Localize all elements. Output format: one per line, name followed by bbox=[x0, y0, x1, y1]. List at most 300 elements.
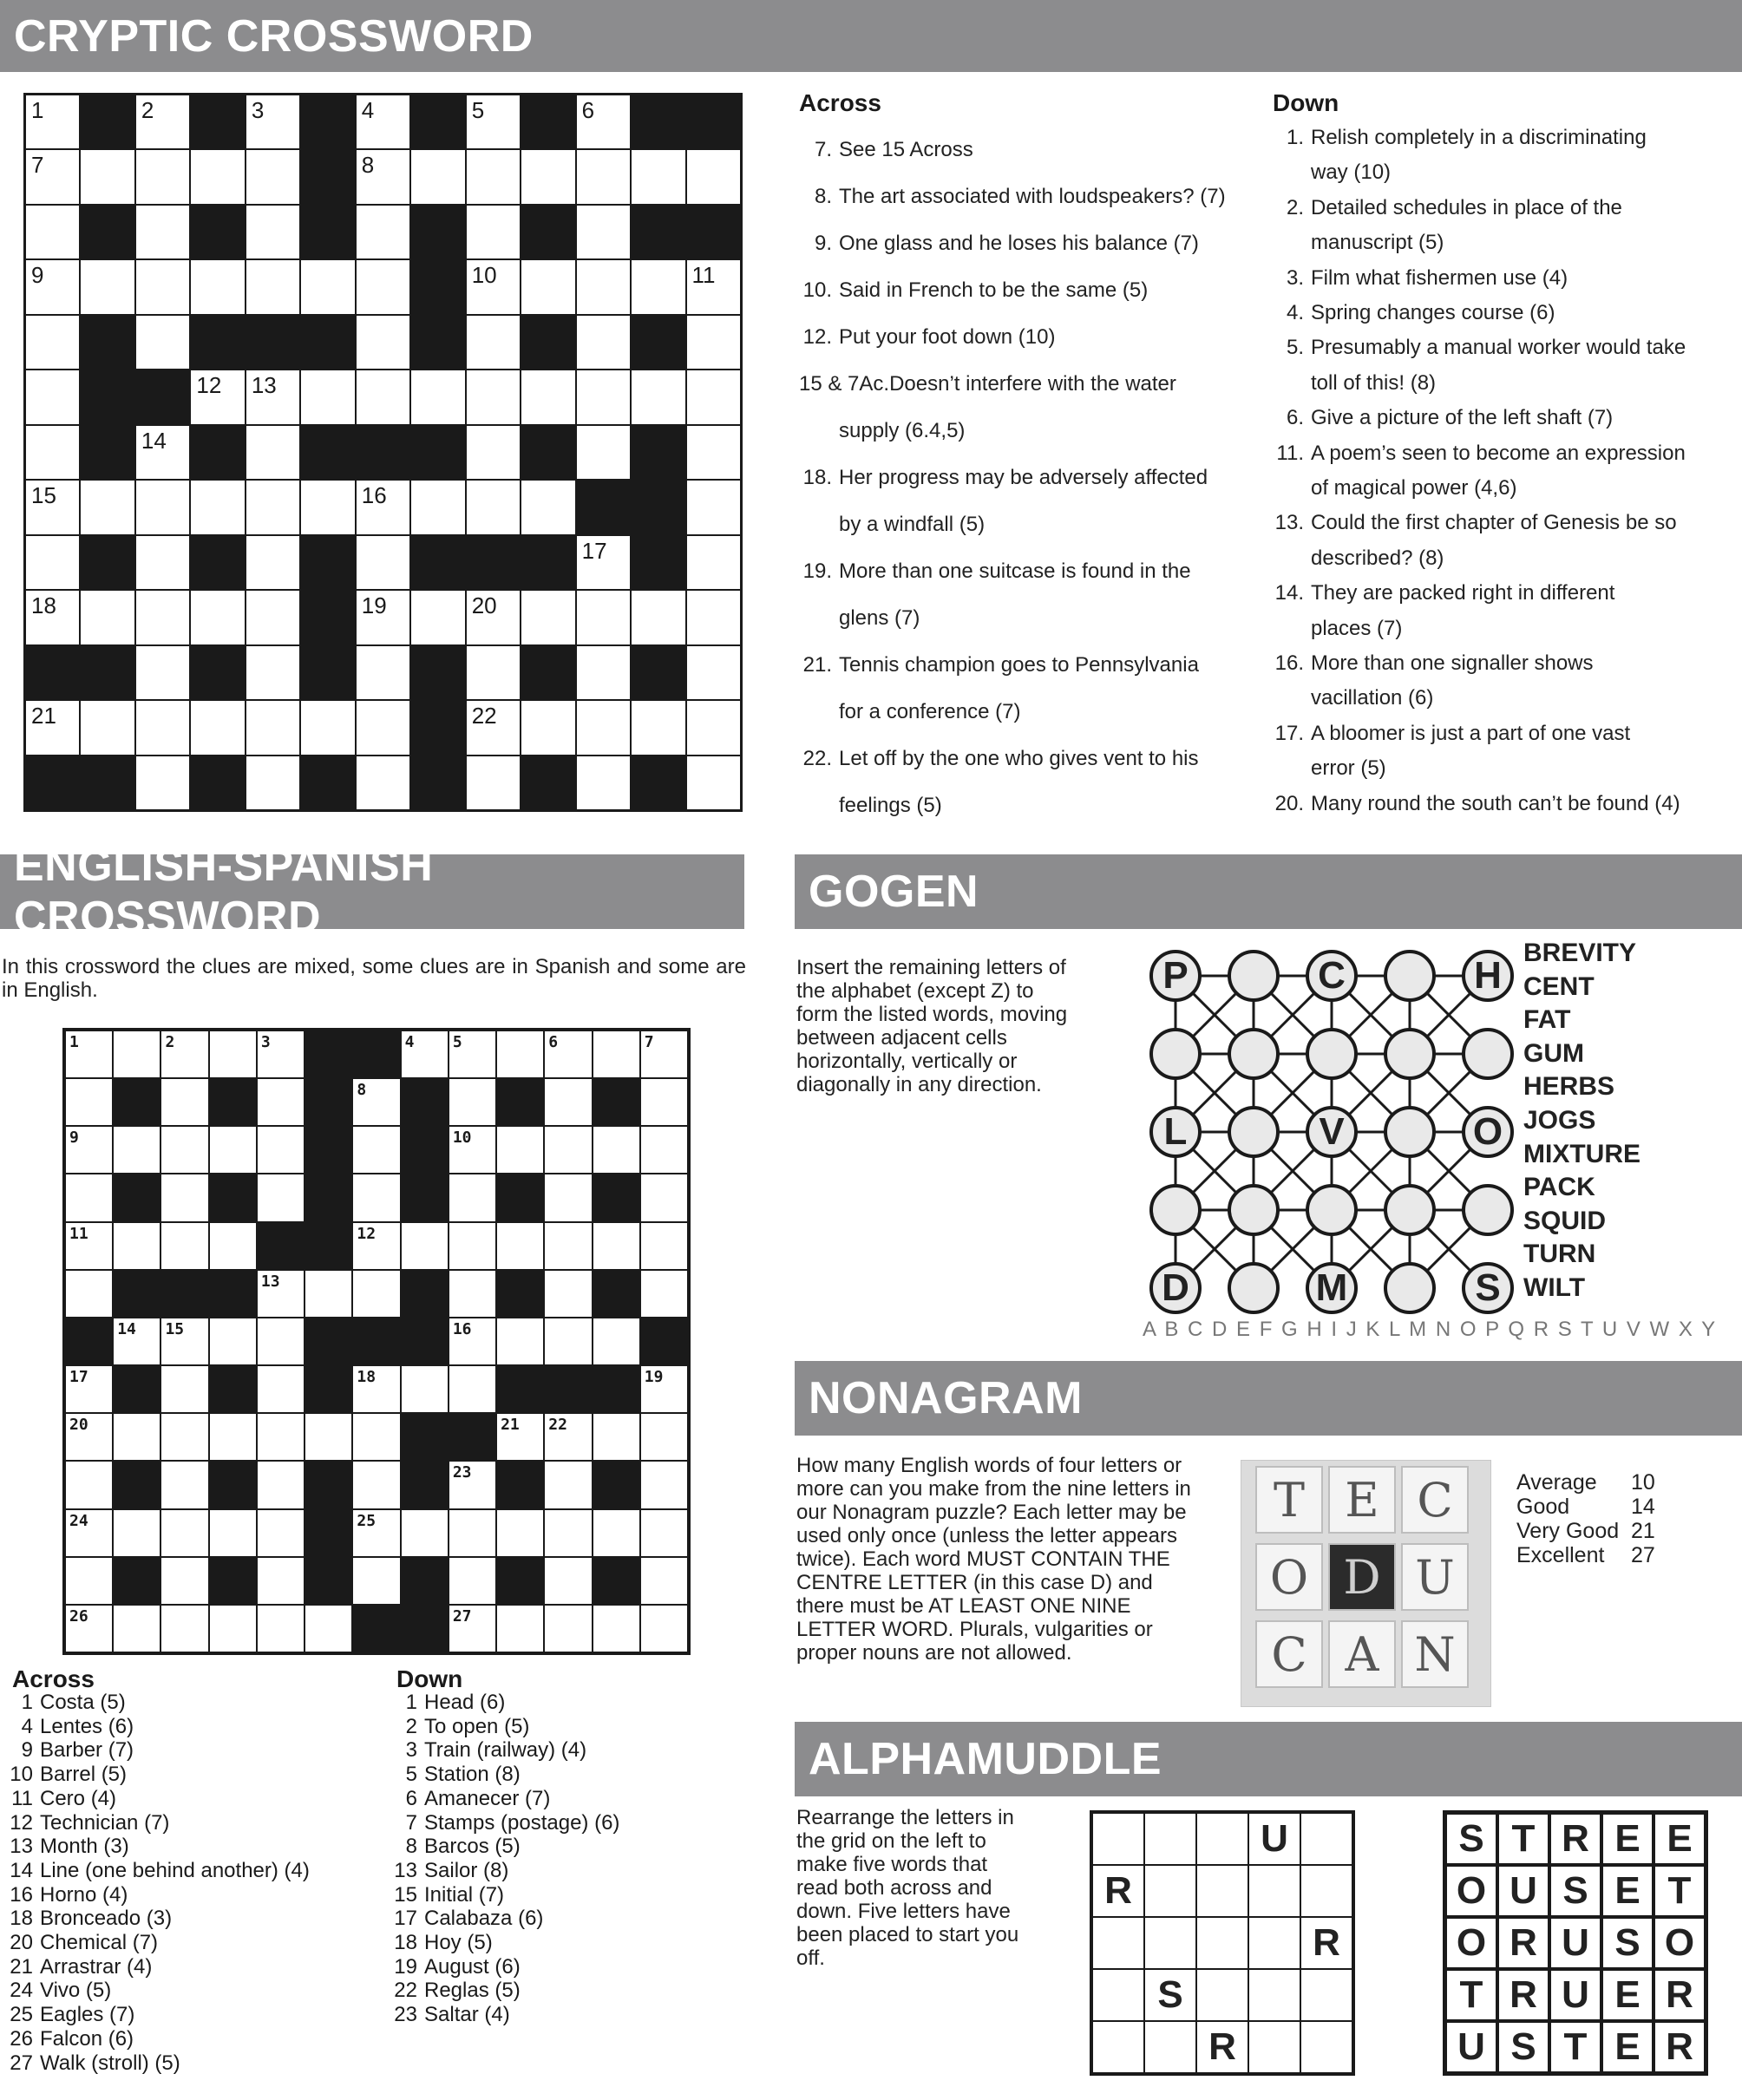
alphamuddle-empty-cell[interactable] bbox=[1092, 1813, 1144, 1865]
cryptic-white-square[interactable] bbox=[632, 370, 684, 423]
spanish-white-square[interactable] bbox=[258, 1079, 304, 1125]
cryptic-white-square[interactable] bbox=[81, 701, 134, 754]
cryptic-clue-number: 8 bbox=[361, 152, 375, 179]
spanish-white-square[interactable] bbox=[497, 1510, 543, 1556]
spanish-white-square[interactable] bbox=[449, 1174, 495, 1220]
spanish-white-square[interactable] bbox=[497, 1031, 543, 1077]
spanish-white-square[interactable] bbox=[161, 1079, 207, 1125]
cryptic-white-square[interactable] bbox=[246, 150, 299, 203]
spanish-white-square[interactable] bbox=[161, 1462, 207, 1508]
spanish-white-square[interactable] bbox=[114, 1127, 160, 1173]
cryptic-white-square[interactable] bbox=[357, 591, 409, 644]
spanish-white-square[interactable] bbox=[114, 1414, 160, 1460]
spanish-white-square[interactable] bbox=[161, 1127, 207, 1173]
clue-number: 18 bbox=[394, 1931, 417, 1954]
spanish-white-square[interactable] bbox=[161, 1174, 207, 1220]
spanish-white-square[interactable] bbox=[258, 1271, 304, 1317]
cryptic-white-square[interactable] bbox=[467, 646, 520, 699]
spanish-white-square[interactable] bbox=[497, 1223, 543, 1269]
cryptic-white-square[interactable] bbox=[136, 536, 189, 589]
spanish-white-square[interactable] bbox=[210, 1606, 256, 1652]
spanish-white-square[interactable] bbox=[353, 1223, 399, 1269]
clue-text: Tennis champion goes to Pennsylvania bbox=[839, 653, 1199, 677]
cryptic-white-square[interactable] bbox=[521, 701, 574, 754]
cryptic-white-square[interactable] bbox=[687, 150, 740, 203]
cryptic-white-square[interactable] bbox=[136, 481, 189, 533]
spanish-white-square[interactable] bbox=[593, 1606, 639, 1652]
alphamuddle-empty-cell[interactable] bbox=[1300, 1865, 1352, 1917]
cryptic-across-clue-line bbox=[799, 795, 942, 816]
cryptic-white-square[interactable] bbox=[577, 95, 630, 148]
clue-text: The art associated with loudspeakers? (7) bbox=[839, 185, 1226, 208]
spanish-white-square[interactable] bbox=[449, 1366, 495, 1412]
alphamuddle-empty-cell[interactable] bbox=[1092, 2021, 1144, 2073]
cryptic-white-square[interactable] bbox=[81, 591, 134, 644]
gogen-empty-cell[interactable] bbox=[1384, 1028, 1436, 1080]
spanish-white-square[interactable] bbox=[641, 1414, 687, 1460]
spanish-white-square[interactable] bbox=[497, 1606, 543, 1652]
cryptic-white-square[interactable] bbox=[136, 426, 189, 479]
alphamuddle-empty-cell[interactable] bbox=[1196, 1969, 1248, 2021]
spanish-white-square[interactable] bbox=[641, 1462, 687, 1508]
spanish-white-square[interactable] bbox=[593, 1031, 639, 1077]
spanish-white-square[interactable] bbox=[353, 1510, 399, 1556]
spanish-white-square[interactable] bbox=[641, 1079, 687, 1125]
cryptic-white-square[interactable] bbox=[687, 756, 740, 809]
spanish-white-square[interactable] bbox=[66, 1414, 112, 1460]
alphamuddle-empty-cell[interactable] bbox=[1144, 1813, 1196, 1865]
spanish-white-square[interactable] bbox=[641, 1031, 687, 1077]
cryptic-white-square[interactable] bbox=[136, 316, 189, 369]
alphamuddle-empty-cell[interactable] bbox=[1196, 1865, 1248, 1917]
alphamuddle-title: ALPHAMUDDLE bbox=[809, 1734, 1162, 1784]
cryptic-white-square[interactable] bbox=[246, 95, 299, 148]
spanish-white-square[interactable] bbox=[449, 1462, 495, 1508]
spanish-white-square[interactable] bbox=[641, 1271, 687, 1317]
spanish-white-square[interactable] bbox=[402, 1031, 448, 1077]
cryptic-black-square bbox=[191, 646, 244, 699]
cryptic-white-square[interactable] bbox=[191, 370, 244, 423]
spanish-black-square bbox=[497, 1558, 543, 1604]
cryptic-white-square[interactable] bbox=[467, 206, 520, 258]
cryptic-white-square[interactable] bbox=[26, 426, 79, 479]
cryptic-white-square[interactable] bbox=[26, 591, 79, 644]
cryptic-white-square[interactable] bbox=[357, 701, 409, 754]
spanish-white-square[interactable] bbox=[593, 1510, 639, 1556]
cryptic-white-square[interactable] bbox=[577, 701, 630, 754]
nonagram-letter: N bbox=[1401, 1620, 1469, 1688]
clue-number: 15 bbox=[394, 1882, 417, 1907]
cryptic-white-square[interactable] bbox=[577, 591, 630, 644]
spanish-white-square[interactable] bbox=[545, 1079, 591, 1125]
cryptic-down-clue-line bbox=[1271, 478, 1516, 499]
spanish-white-square[interactable] bbox=[161, 1414, 207, 1460]
cryptic-white-square[interactable] bbox=[632, 701, 684, 754]
clue-number: 7. bbox=[814, 138, 832, 161]
cryptic-white-square[interactable] bbox=[246, 481, 299, 533]
cryptic-white-square[interactable] bbox=[411, 481, 464, 533]
cryptic-white-square[interactable] bbox=[301, 701, 354, 754]
spanish-white-square[interactable] bbox=[593, 1127, 639, 1173]
cryptic-white-square[interactable] bbox=[632, 591, 684, 644]
spanish-white-square[interactable] bbox=[258, 1462, 304, 1508]
cryptic-white-square[interactable] bbox=[26, 150, 79, 203]
spanish-white-square[interactable] bbox=[449, 1223, 495, 1269]
cryptic-white-square[interactable] bbox=[521, 591, 574, 644]
clue-number: 12. bbox=[802, 325, 832, 349]
spanish-white-square[interactable] bbox=[497, 1318, 543, 1364]
spanish-white-square[interactable] bbox=[497, 1127, 543, 1173]
spanish-white-square[interactable] bbox=[66, 1510, 112, 1556]
cryptic-white-square[interactable] bbox=[26, 206, 79, 258]
spanish-white-square[interactable] bbox=[161, 1031, 207, 1077]
spanish-white-square[interactable] bbox=[258, 1031, 304, 1077]
cryptic-white-square[interactable] bbox=[687, 260, 740, 313]
spanish-white-square[interactable] bbox=[258, 1414, 304, 1460]
gogen-empty-cell[interactable] bbox=[1228, 1028, 1280, 1080]
spanish-white-square[interactable] bbox=[66, 1031, 112, 1077]
cryptic-white-square[interactable] bbox=[301, 370, 354, 423]
cryptic-white-square[interactable] bbox=[521, 370, 574, 423]
spanish-white-square[interactable] bbox=[161, 1558, 207, 1604]
spanish-white-square[interactable] bbox=[66, 1223, 112, 1269]
cryptic-white-square[interactable] bbox=[411, 370, 464, 423]
cryptic-clue-number: 22 bbox=[471, 703, 497, 729]
spanish-white-square[interactable] bbox=[305, 1271, 351, 1317]
gogen-empty-cell[interactable] bbox=[1149, 1184, 1202, 1236]
cryptic-white-square[interactable] bbox=[687, 701, 740, 754]
spanish-white-square[interactable] bbox=[545, 1223, 591, 1269]
spanish-white-square[interactable] bbox=[305, 1414, 351, 1460]
alphamuddle-empty-cell[interactable] bbox=[1144, 1917, 1196, 1969]
cryptic-white-square[interactable] bbox=[26, 316, 79, 369]
spanish-white-square[interactable] bbox=[449, 1606, 495, 1652]
cryptic-white-square[interactable] bbox=[687, 481, 740, 533]
spanish-white-square[interactable] bbox=[449, 1510, 495, 1556]
gogen-empty-cell[interactable] bbox=[1384, 1262, 1436, 1314]
alphamuddle-empty-cell[interactable] bbox=[1248, 2021, 1300, 2073]
gogen-empty-cell[interactable] bbox=[1228, 1106, 1280, 1158]
spanish-white-square[interactable] bbox=[353, 1366, 399, 1412]
cryptic-white-square[interactable] bbox=[246, 206, 299, 258]
spanish-white-square[interactable] bbox=[66, 1127, 112, 1173]
spanish-white-square[interactable] bbox=[641, 1174, 687, 1220]
spanish-white-square[interactable] bbox=[641, 1606, 687, 1652]
cryptic-white-square[interactable] bbox=[26, 260, 79, 313]
cryptic-white-square[interactable] bbox=[357, 316, 409, 369]
spanish-white-square[interactable] bbox=[641, 1366, 687, 1412]
spanish-white-square[interactable] bbox=[353, 1558, 399, 1604]
cryptic-white-square[interactable] bbox=[577, 646, 630, 699]
cryptic-white-square[interactable] bbox=[411, 150, 464, 203]
spanish-white-square[interactable] bbox=[545, 1606, 591, 1652]
clue-text: Line (one behind another) (4) bbox=[40, 1858, 310, 1882]
spanish-white-square[interactable] bbox=[641, 1223, 687, 1269]
cryptic-white-square[interactable] bbox=[191, 701, 244, 754]
cryptic-white-square[interactable] bbox=[357, 206, 409, 258]
cryptic-white-square[interactable] bbox=[467, 426, 520, 479]
gogen-empty-cell[interactable] bbox=[1306, 1028, 1358, 1080]
cryptic-white-square[interactable] bbox=[246, 756, 299, 809]
spanish-white-square[interactable] bbox=[545, 1510, 591, 1556]
spanish-white-square[interactable] bbox=[497, 1414, 543, 1460]
spanish-white-square[interactable] bbox=[114, 1031, 160, 1077]
spanish-white-square[interactable] bbox=[402, 1510, 448, 1556]
cryptic-white-square[interactable] bbox=[687, 370, 740, 423]
spanish-white-square[interactable] bbox=[545, 1031, 591, 1077]
cryptic-white-square[interactable] bbox=[246, 646, 299, 699]
spanish-black-square bbox=[497, 1079, 543, 1125]
alphamuddle-empty-cell[interactable] bbox=[1300, 1813, 1352, 1865]
spanish-white-square[interactable] bbox=[210, 1127, 256, 1173]
cryptic-white-square[interactable] bbox=[411, 591, 464, 644]
cryptic-white-square[interactable] bbox=[26, 701, 79, 754]
spanish-white-square[interactable] bbox=[402, 1366, 448, 1412]
cryptic-white-square[interactable] bbox=[467, 370, 520, 423]
spanish-white-square[interactable] bbox=[593, 1414, 639, 1460]
cryptic-white-square[interactable] bbox=[521, 260, 574, 313]
spanish-white-square[interactable] bbox=[641, 1127, 687, 1173]
spanish-white-square[interactable] bbox=[593, 1318, 639, 1364]
spanish-white-square[interactable] bbox=[641, 1558, 687, 1604]
cryptic-white-square[interactable] bbox=[136, 260, 189, 313]
spanish-white-square[interactable] bbox=[449, 1318, 495, 1364]
cryptic-white-square[interactable] bbox=[577, 206, 630, 258]
cryptic-white-square[interactable] bbox=[301, 260, 354, 313]
cryptic-white-square[interactable] bbox=[136, 206, 189, 258]
spanish-white-square[interactable] bbox=[161, 1318, 207, 1364]
spanish-black-square bbox=[449, 1414, 495, 1460]
spanish-white-square[interactable] bbox=[449, 1271, 495, 1317]
spanish-white-square[interactable] bbox=[258, 1174, 304, 1220]
cryptic-white-square[interactable] bbox=[577, 260, 630, 313]
cryptic-white-square[interactable] bbox=[577, 370, 630, 423]
cryptic-white-square[interactable] bbox=[467, 701, 520, 754]
spanish-white-square[interactable] bbox=[66, 1606, 112, 1652]
spanish-white-square[interactable] bbox=[258, 1127, 304, 1173]
spanish-white-square[interactable] bbox=[641, 1510, 687, 1556]
cryptic-clue-number: 2 bbox=[141, 97, 154, 123]
cryptic-white-square[interactable] bbox=[81, 481, 134, 533]
spanish-white-square[interactable] bbox=[545, 1271, 591, 1317]
spanish-white-square[interactable] bbox=[449, 1127, 495, 1173]
spanish-white-square[interactable] bbox=[545, 1127, 591, 1173]
cryptic-white-square[interactable] bbox=[357, 150, 409, 203]
gogen-empty-cell[interactable] bbox=[1228, 1262, 1280, 1314]
spanish-white-square[interactable] bbox=[210, 1318, 256, 1364]
cryptic-white-square[interactable] bbox=[136, 646, 189, 699]
alphamuddle-letter-cell: R bbox=[1092, 1865, 1144, 1917]
spanish-white-square[interactable] bbox=[210, 1223, 256, 1269]
cryptic-white-square[interactable] bbox=[467, 591, 520, 644]
spanish-white-square[interactable] bbox=[161, 1366, 207, 1412]
spanish-white-square[interactable] bbox=[210, 1031, 256, 1077]
alphamuddle-empty-cell[interactable] bbox=[1248, 1865, 1300, 1917]
spanish-white-square[interactable] bbox=[210, 1510, 256, 1556]
cryptic-white-square[interactable] bbox=[577, 756, 630, 809]
spanish-white-square[interactable] bbox=[66, 1558, 112, 1604]
spanish-white-square[interactable] bbox=[258, 1366, 304, 1412]
cryptic-white-square[interactable] bbox=[246, 426, 299, 479]
cryptic-white-square[interactable] bbox=[26, 481, 79, 533]
spanish-clue-number: 1 bbox=[69, 1033, 79, 1051]
spanish-white-square[interactable] bbox=[258, 1510, 304, 1556]
spanish-white-square[interactable] bbox=[353, 1079, 399, 1125]
spanish-white-square[interactable] bbox=[114, 1223, 160, 1269]
spanish-white-square[interactable] bbox=[305, 1606, 351, 1652]
cryptic-white-square[interactable] bbox=[357, 370, 409, 423]
cryptic-white-square[interactable] bbox=[467, 316, 520, 369]
cryptic-white-square[interactable] bbox=[467, 150, 520, 203]
cryptic-white-square[interactable] bbox=[26, 370, 79, 423]
spanish-white-square[interactable] bbox=[353, 1174, 399, 1220]
spanish-white-square[interactable] bbox=[114, 1606, 160, 1652]
spanish-across-clue-line bbox=[2, 1954, 153, 1979]
spanish-white-square[interactable] bbox=[161, 1223, 207, 1269]
cryptic-white-square[interactable] bbox=[246, 536, 299, 589]
spanish-white-square[interactable] bbox=[353, 1414, 399, 1460]
clue-number: 1 bbox=[405, 1691, 417, 1714]
spanish-white-square[interactable] bbox=[161, 1606, 207, 1652]
alphamuddle-empty-cell[interactable] bbox=[1092, 1917, 1144, 1969]
cryptic-black-square bbox=[301, 646, 354, 699]
clue-text: Vivo (5) bbox=[40, 1979, 112, 2003]
cryptic-white-square[interactable] bbox=[467, 481, 520, 533]
cryptic-white-square[interactable] bbox=[467, 756, 520, 809]
cryptic-white-square[interactable] bbox=[357, 756, 409, 809]
cryptic-white-square[interactable] bbox=[687, 536, 740, 589]
spanish-white-square[interactable] bbox=[258, 1606, 304, 1652]
gogen-empty-cell[interactable] bbox=[1228, 1184, 1280, 1236]
alphamuddle-empty-cell[interactable] bbox=[1248, 1969, 1300, 2021]
spanish-white-square[interactable] bbox=[545, 1558, 591, 1604]
spanish-white-square[interactable] bbox=[114, 1318, 160, 1364]
cryptic-white-square[interactable] bbox=[687, 646, 740, 699]
cryptic-white-square[interactable] bbox=[577, 426, 630, 479]
cryptic-black-square bbox=[411, 316, 464, 369]
spanish-white-square[interactable] bbox=[449, 1031, 495, 1077]
cryptic-white-square[interactable] bbox=[191, 591, 244, 644]
cryptic-black-square bbox=[81, 95, 134, 148]
gogen-empty-cell[interactable] bbox=[1462, 1028, 1514, 1080]
cryptic-white-square[interactable] bbox=[687, 426, 740, 479]
cryptic-white-square[interactable] bbox=[26, 95, 79, 148]
gogen-empty-cell[interactable] bbox=[1384, 1184, 1436, 1236]
gogen-empty-cell[interactable] bbox=[1228, 950, 1280, 1002]
cryptic-white-square[interactable] bbox=[301, 481, 354, 533]
cryptic-white-square[interactable] bbox=[191, 260, 244, 313]
spanish-white-square[interactable] bbox=[545, 1174, 591, 1220]
cryptic-clue-number: 16 bbox=[361, 482, 387, 509]
spanish-white-square[interactable] bbox=[66, 1462, 112, 1508]
gogen-empty-cell[interactable] bbox=[1384, 1106, 1436, 1158]
alphamuddle-empty-cell[interactable] bbox=[1248, 1917, 1300, 1969]
alphamuddle-empty-cell[interactable] bbox=[1300, 1969, 1352, 2021]
alphamuddle-empty-cell[interactable] bbox=[1144, 2021, 1196, 2073]
gogen-empty-cell[interactable] bbox=[1384, 950, 1436, 1002]
spanish-white-square[interactable] bbox=[593, 1223, 639, 1269]
cryptic-clue-number: 18 bbox=[31, 592, 56, 619]
cryptic-white-square[interactable] bbox=[467, 260, 520, 313]
cryptic-white-square[interactable] bbox=[577, 316, 630, 369]
spanish-white-square[interactable] bbox=[210, 1414, 256, 1460]
clue-number: 13. bbox=[1274, 511, 1304, 535]
spanish-white-square[interactable] bbox=[66, 1271, 112, 1317]
cryptic-white-square[interactable] bbox=[521, 481, 574, 533]
spanish-white-square[interactable] bbox=[258, 1318, 304, 1364]
alphamuddle-empty-cell[interactable] bbox=[1300, 2021, 1352, 2073]
alphamuddle-empty-cell[interactable] bbox=[1092, 1969, 1144, 2021]
alphamuddle-empty-cell[interactable] bbox=[1196, 1917, 1248, 1969]
cryptic-white-square[interactable] bbox=[26, 536, 79, 589]
cryptic-white-square[interactable] bbox=[467, 95, 520, 148]
spanish-white-square[interactable] bbox=[402, 1223, 448, 1269]
cryptic-white-square[interactable] bbox=[632, 150, 684, 203]
spanish-white-square[interactable] bbox=[449, 1558, 495, 1604]
spanish-clue-number: 10 bbox=[452, 1129, 472, 1148]
spanish-white-square[interactable] bbox=[353, 1271, 399, 1317]
cryptic-white-square[interactable] bbox=[81, 260, 134, 313]
clue-text: Presumably a manual worker would take bbox=[1311, 336, 1686, 360]
cryptic-white-square[interactable] bbox=[357, 536, 409, 589]
cryptic-white-square[interactable] bbox=[246, 701, 299, 754]
cryptic-white-square[interactable] bbox=[632, 260, 684, 313]
cryptic-white-square[interactable] bbox=[191, 150, 244, 203]
spanish-white-square[interactable] bbox=[66, 1366, 112, 1412]
spanish-white-square[interactable] bbox=[114, 1510, 160, 1556]
clue-text: Hoy (5) bbox=[424, 1931, 493, 1954]
spanish-white-square[interactable] bbox=[258, 1558, 304, 1604]
cryptic-white-square[interactable] bbox=[246, 591, 299, 644]
cryptic-white-square[interactable] bbox=[191, 481, 244, 533]
cryptic-white-square[interactable] bbox=[687, 316, 740, 369]
spanish-white-square[interactable] bbox=[545, 1318, 591, 1364]
clue-text: way (10) bbox=[1311, 160, 1392, 185]
spanish-white-square[interactable] bbox=[545, 1414, 591, 1460]
cryptic-white-square[interactable] bbox=[136, 150, 189, 203]
gogen-empty-cell[interactable] bbox=[1149, 1028, 1202, 1080]
cryptic-white-square[interactable] bbox=[136, 591, 189, 644]
spanish-white-square[interactable] bbox=[449, 1079, 495, 1125]
cryptic-white-square[interactable] bbox=[81, 150, 134, 203]
cryptic-white-square[interactable] bbox=[357, 260, 409, 313]
gogen-empty-cell[interactable] bbox=[1306, 1184, 1358, 1236]
cryptic-white-square[interactable] bbox=[136, 756, 189, 809]
cryptic-white-square[interactable] bbox=[577, 536, 630, 589]
cryptic-white-square[interactable] bbox=[521, 150, 574, 203]
spanish-white-square[interactable] bbox=[353, 1462, 399, 1508]
alphamuddle-empty-cell[interactable] bbox=[1144, 1865, 1196, 1917]
clue-number: 13 bbox=[10, 1835, 33, 1859]
cryptic-white-square[interactable] bbox=[357, 646, 409, 699]
cryptic-white-square[interactable] bbox=[246, 370, 299, 423]
spanish-white-square[interactable] bbox=[66, 1079, 112, 1125]
cryptic-white-square[interactable] bbox=[357, 481, 409, 533]
cryptic-white-square[interactable] bbox=[577, 150, 630, 203]
spanish-white-square[interactable] bbox=[545, 1462, 591, 1508]
spanish-white-square[interactable] bbox=[161, 1510, 207, 1556]
cryptic-white-square[interactable] bbox=[246, 260, 299, 313]
alphamuddle-empty-cell[interactable] bbox=[1196, 1813, 1248, 1865]
cryptic-white-square[interactable] bbox=[136, 95, 189, 148]
cryptic-white-square[interactable] bbox=[687, 591, 740, 644]
gogen-empty-cell[interactable] bbox=[1462, 1184, 1514, 1236]
cryptic-white-square[interactable] bbox=[136, 701, 189, 754]
spanish-white-square[interactable] bbox=[353, 1127, 399, 1173]
spanish-across-clue-line bbox=[2, 1810, 170, 1835]
cryptic-white-square[interactable] bbox=[357, 95, 409, 148]
spanish-white-square[interactable] bbox=[66, 1174, 112, 1220]
